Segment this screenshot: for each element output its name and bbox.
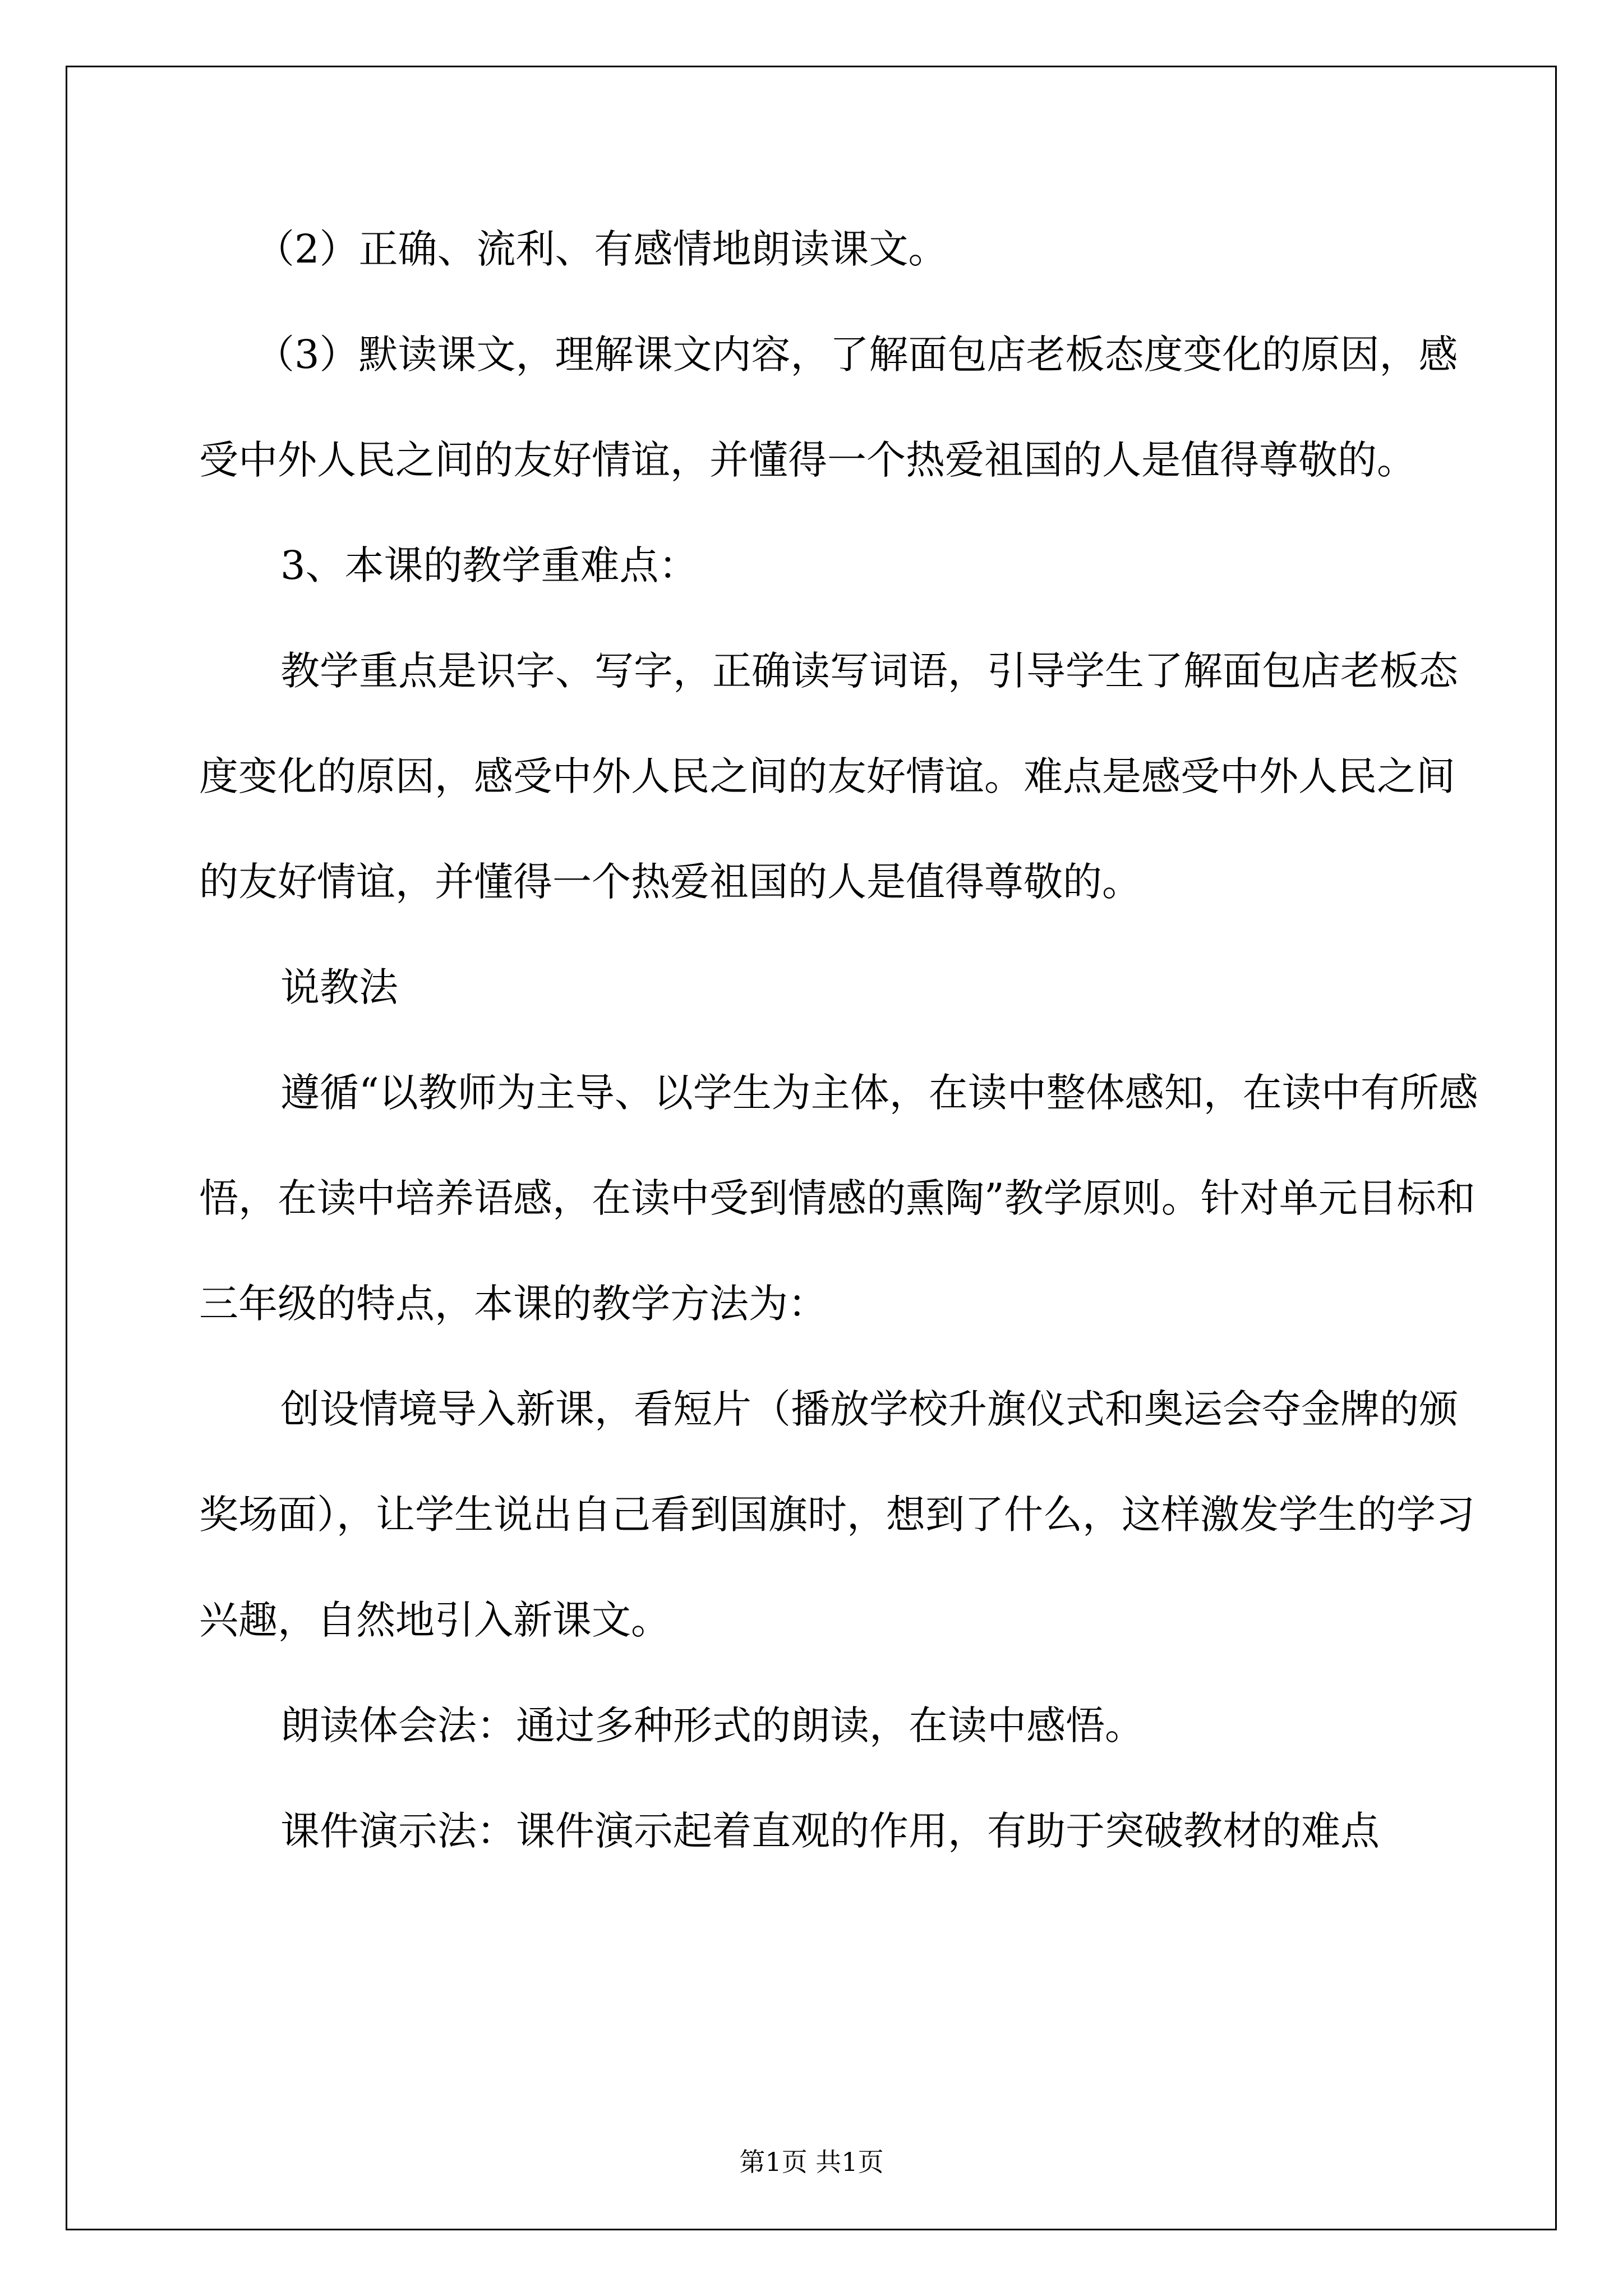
paragraph-key-points: 教学重点是识字、写字，正确读写词语，引导学生了解面包店老板态度变化的原因，感受中外人民之间的友好情谊。难点是感受中外人民之间的友好情谊，并懂得一个热爱祖国的人是值得尊敬的。: [199, 648, 1458, 905]
paragraph-reading-method: 朗读体会法：通过多种形式的朗读，在读中感悟。: [280, 1703, 1144, 1749]
paragraph-objective-3: （3）默读课文，理解课文内容，了解面包店老板态度变化的原因，感受中外人民之间的友好情谊，并懂得一个热爱祖国的人是值得尊敬的。: [199, 332, 1458, 483]
paragraph-situation-method: 创设情境导入新课，看短片（播放学校升旗仪式和奥运会夺金牌的颁奖场面），让学生说出自己看到国旗时，想到了什么，这样激发学生的学习兴趣，自然地引入新课文。: [199, 1386, 1475, 1643]
paragraph-courseware-method: 课件演示法：课件演示起着直观的作用，有助于突破教材的难点: [280, 1808, 1380, 1854]
section-heading-teaching-method: 说教法: [280, 964, 398, 1010]
section-heading-key-points: 3、本课的教学重难点：: [280, 542, 698, 588]
document-body: [199, 196, 1489, 1884]
paragraph-teaching-principle: 遵循“以教师为主导、以学生为主体，在读中整体感知，在读中有所感悟，在读中培养语感，在读中受到情感的熏陶”教学原则。针对单元目标和三年级的特点，本课的教学方法为：: [199, 1070, 1478, 1327]
paragraph-objective-2: （2）正确、流利、有感情地朗读课文。: [255, 226, 948, 272]
page-footer: 第1页 共1页: [739, 2147, 884, 2177]
